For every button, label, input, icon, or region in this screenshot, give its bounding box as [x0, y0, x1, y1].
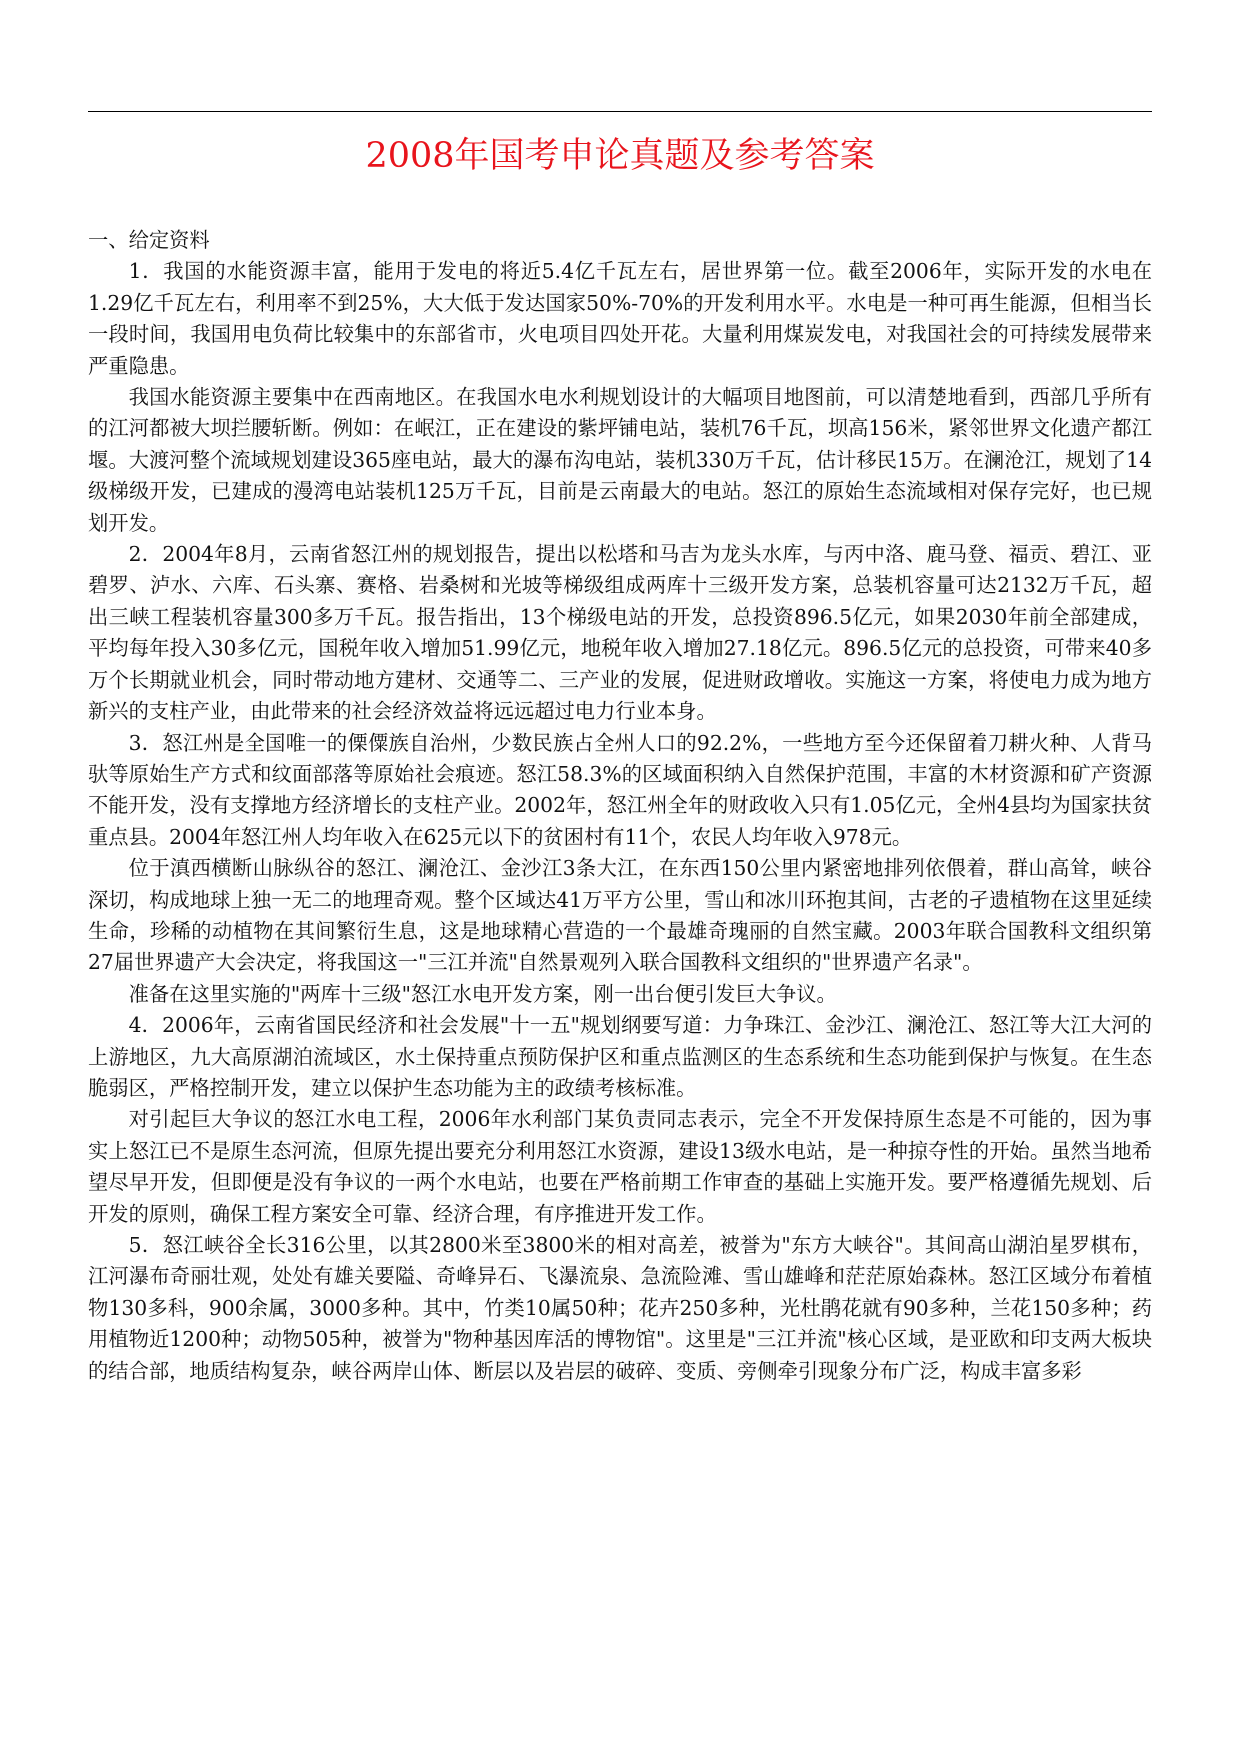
paragraph-3: 2．2004年8月，云南省怒江州的规划报告，提出以松塔和马吉为龙头水库，与丙中洛、鹿马登、福贡、碧江、亚碧罗、泸水、六库、石头寨、赛格、岩桑树和光坡等梯级组成两库十三级开发方案，总装机容量可达2132万千瓦，超出三峡工程装机容量300多万千瓦。报告指出，13个梯级电站的开发，总投资896.5亿元，如果2030年前全部建成，平均每年投入30多亿元，国税年收入增加51.99亿元，地税年收入增加27.18亿元。896.5亿元的总投资，可带来40多万个长期就业机会，同时带动地方建材、交通等二、三产业的发展，促进财政增收。实施这一方案，将使电力成为地方新兴的支柱产业，由此带来的社会经济效益将远远超过电力行业本身。	[88, 542, 1152, 724]
section-heading: 一、给定资料	[88, 228, 210, 252]
paragraph-5: 位于滇西横断山脉纵谷的怒江、澜沧江、金沙江3条大江，在东西150公里内紧密地排列依偎着，群山高耸，峡谷深切，构成地球上独一无二的地理奇观。整个区域达41万平方公里，雪山和冰川环抱其间，古老的孑遗植物在这里延续生命，珍稀的动植物在其间繁衍生息，这是地球精心营造的一个最雄奇瑰丽的自然宝藏。2003年联合国教科文组织第27届世界遗产大会决定，将我国这一"三江并流"自然景观列入联合国教科文组织的"世界遗产名录"。	[88, 856, 1152, 975]
paragraph-9: 5．怒江峡谷全长316公里，以其2800米至3800米的相对高差，被誉为"东方大峡谷"。其间高山湖泊星罗棋布，江河瀑布奇丽壮观，处处有雄关要隘、奇峰异石、飞瀑流泉、急流险滩、雪山雄峰和茫茫原始森林。怒江区域分布着植物130多科，900余属，3000多种。其中，竹类10属50种；花卉250多种，光杜鹃花就有90多种，兰花150多种；药用植物近1200种；动物505种，被誉为"物种基因库活的博物馆"。这里是"三江并流"核心区域，是亚欧和印支两大板块的结合部，地质结构复杂，峡谷两岸山体、断层以及岩层的破碎、变质、旁侧牵引现象分布广泛，构成丰富多彩	[88, 1233, 1152, 1383]
header-rule	[88, 111, 1152, 112]
document-title: 2008年国考申论真题及参考答案	[365, 136, 875, 176]
paragraph-2: 我国水能资源主要集中在西南地区。在我国水电水利规划设计的大幅项目地图前，可以清楚地看到，西部几乎所有的江河都被大坝拦腰斩断。例如：在岷江，正在建设的紫坪铺电站，装机76千瓦，坝高156米，紧邻世界文化遗产都江堰。大渡河整个流域规划建设365座电站，最大的瀑布沟电站，装机330万千瓦，估计移民15万。在澜沧江，规划了14级梯级开发，已建成的漫湾电站装机125万千瓦，目前是云南最大的电站。怒江的原始生态流域相对保存完好，也已规划开发。	[88, 385, 1152, 535]
paragraph-4: 3．怒江州是全国唯一的傈僳族自治州，少数民族占全州人口的92.2%，一些地方至今还保留着刀耕火种、人背马驮等原始生产方式和纹面部落等原始社会痕迹。怒江58.3%的区域面积纳入自然保护范围，丰富的木材资源和矿产资源不能开发，没有支撑地方经济增长的支柱产业。2002年，怒江州全年的财政收入只有1.05亿元，全州4县均为国家扶贫重点县。2004年怒江州人均年收入在625元以下的贫困村有11个，农民人均年收入978元。	[88, 730, 1152, 849]
document-body	[88, 225, 1152, 1387]
paragraph-7: 4．2006年，云南省国民经济和社会发展"十一五"规划纲要写道：力争珠江、金沙江、澜沧江、怒江等大江大河的上游地区，九大高原湖泊流域区，水土保持重点预防保护区和重点监测区的生态系统和生态功能到保护与恢复。在生态脆弱区，严格控制开发，建立以保护生态功能为主的政绩考核标准。	[88, 1013, 1152, 1100]
paragraph-6: 准备在这里实施的"两库十三级"怒江水电开发方案，刚一出台便引发巨大争议。	[128, 981, 837, 1006]
paragraph-8: 对引起巨大争议的怒江水电工程，2006年水利部门某负责同志表示，完全不开发保持原生态是不可能的，因为事实上怒江已不是原生态河流，但原先提出要充分利用怒江水资源，建设13级水电站，是一种掠夺性的开始。虽然当地希望尽早开发，但即便是没有争议的一两个水电站，也要在严格前期工作审查的基础上实施开发。要严格遵循先规划、后开发的原则，确保工程方案安全可靠、经济合理，有序推进开发工作。	[88, 1107, 1152, 1226]
document-page	[88, 0, 1152, 1754]
paragraph-1: 1．我国的水能资源丰富，能用于发电的将近5.4亿千瓦左右，居世界第一位。截至2006年，实际开发的水电在1.29亿千瓦左右，利用率不到25%，大大低于发达国家50%-70%的开发利用水平。水电是一种可再生能源，但相当长一段时间，我国用电负荷比较集中的东部省市，火电项目四处开花。大量利用煤炭发电，对我国社会的可持续发展带来严重隐患。	[88, 259, 1152, 378]
